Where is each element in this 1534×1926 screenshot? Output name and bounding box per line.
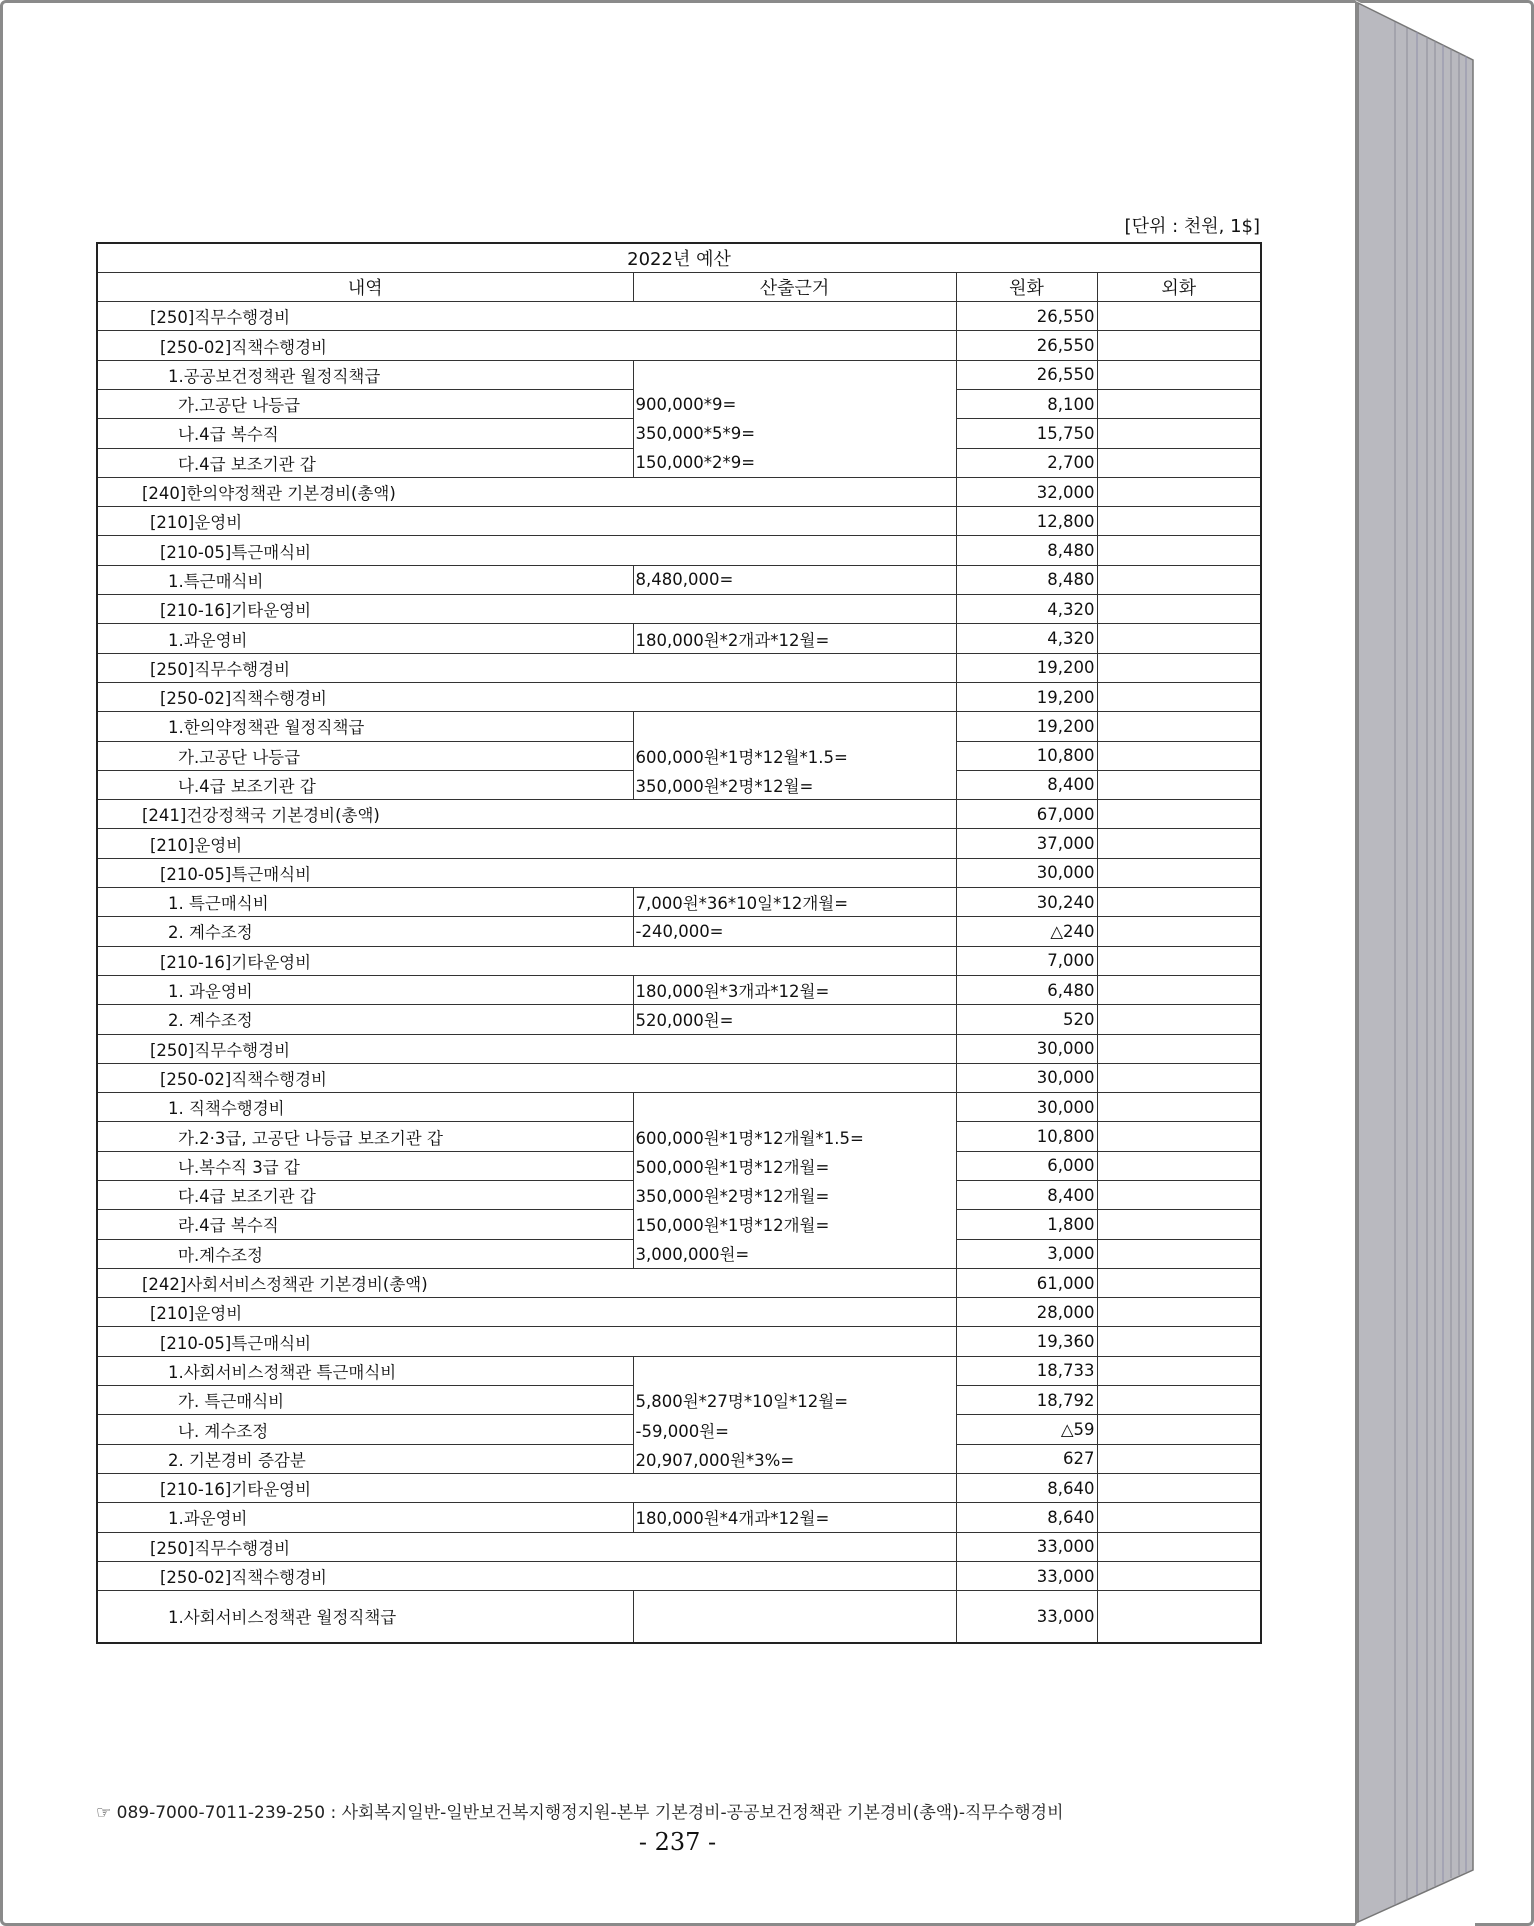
row-basis: 500,000원*1명*12개월= bbox=[633, 1151, 956, 1180]
table-row bbox=[97, 946, 1261, 975]
row-item: [241]건강정책국 기본경비(총액) bbox=[97, 800, 956, 829]
row-basis: 180,000원*3개과*12월= bbox=[633, 975, 956, 1004]
row-krw-amount: 67,000 bbox=[956, 800, 1097, 829]
row-item: 나.4급 보조기관 갑 bbox=[97, 770, 633, 799]
table-row bbox=[97, 1122, 1261, 1151]
table-row bbox=[97, 741, 1261, 770]
row-basis: 180,000원*2개과*12월= bbox=[633, 624, 956, 653]
row-foreign-amount bbox=[1097, 1473, 1261, 1502]
table-row bbox=[97, 1473, 1261, 1502]
table-row bbox=[97, 389, 1261, 418]
row-item: [250]직무수행경비 bbox=[97, 302, 956, 331]
row-basis: 150,000원*1명*12개월= bbox=[633, 1210, 956, 1239]
row-krw-amount: 61,000 bbox=[956, 1268, 1097, 1297]
row-foreign-amount bbox=[1097, 1298, 1261, 1327]
table-title: 2022년 예산 bbox=[97, 243, 1261, 272]
row-item: [210-05]특근매식비 bbox=[97, 1327, 956, 1356]
row-item: [210]운영비 bbox=[97, 1298, 956, 1327]
row-foreign-amount bbox=[1097, 888, 1261, 917]
row-item: [250-02]직책수행경비 bbox=[97, 1063, 956, 1092]
table-row bbox=[97, 419, 1261, 448]
table-row bbox=[97, 1034, 1261, 1063]
row-item: 2. 계수조정 bbox=[97, 917, 633, 946]
table-row bbox=[97, 975, 1261, 1004]
row-foreign-amount bbox=[1097, 1532, 1261, 1561]
row-basis: 600,000원*1명*12개월*1.5= bbox=[633, 1122, 956, 1151]
header-item: 내역 bbox=[97, 272, 633, 301]
row-basis: 5,800원*27명*10일*12월= bbox=[633, 1386, 956, 1415]
table-row bbox=[97, 1210, 1261, 1239]
row-item: [210]운영비 bbox=[97, 829, 956, 858]
row-item: 라.4급 복수직 bbox=[97, 1210, 633, 1239]
row-basis: -240,000= bbox=[633, 917, 956, 946]
table-row bbox=[97, 1327, 1261, 1356]
row-foreign-amount bbox=[1097, 595, 1261, 624]
row-foreign-amount bbox=[1097, 1386, 1261, 1415]
table-row bbox=[97, 448, 1261, 477]
row-krw-amount: 8,640 bbox=[956, 1473, 1097, 1502]
row-item: [210-16]기타운영비 bbox=[97, 1473, 956, 1502]
row-item: [250-02]직책수행경비 bbox=[97, 1561, 956, 1590]
table-row bbox=[97, 1298, 1261, 1327]
row-foreign-amount bbox=[1097, 1093, 1261, 1122]
row-basis: 350,000원*2명*12월= bbox=[633, 770, 956, 799]
row-item: 1. 과운영비 bbox=[97, 975, 633, 1004]
table-row bbox=[97, 624, 1261, 653]
row-krw-amount: 15,750 bbox=[956, 419, 1097, 448]
table-row bbox=[97, 1386, 1261, 1415]
row-item: [210-05]특근매식비 bbox=[97, 858, 956, 887]
table-row bbox=[97, 682, 1261, 711]
row-krw-amount: 3,000 bbox=[956, 1239, 1097, 1268]
row-krw-amount: 26,550 bbox=[956, 331, 1097, 360]
table-row bbox=[97, 1239, 1261, 1268]
table-row bbox=[97, 565, 1261, 594]
row-foreign-amount bbox=[1097, 1239, 1261, 1268]
row-basis bbox=[633, 1093, 956, 1122]
row-krw-amount: 627 bbox=[956, 1444, 1097, 1473]
row-foreign-amount bbox=[1097, 1327, 1261, 1356]
table-row bbox=[97, 712, 1261, 741]
row-foreign-amount bbox=[1097, 975, 1261, 1004]
unit-label: [단위 : 천원, 1$] bbox=[1124, 216, 1260, 237]
row-foreign-amount bbox=[1097, 1005, 1261, 1034]
row-basis: 520,000원= bbox=[633, 1005, 956, 1034]
row-basis: 180,000원*4개과*12월= bbox=[633, 1503, 956, 1532]
row-krw-amount: 1,800 bbox=[956, 1210, 1097, 1239]
row-krw-amount: 30,000 bbox=[956, 1063, 1097, 1092]
row-item: 1. 특근매식비 bbox=[97, 888, 633, 917]
header-krw: 원화 bbox=[956, 272, 1097, 301]
row-item: 나.복수직 3급 갑 bbox=[97, 1151, 633, 1180]
table-row bbox=[97, 1444, 1261, 1473]
row-basis: -59,000원= bbox=[633, 1415, 956, 1444]
table-row bbox=[97, 1591, 1261, 1643]
table-row bbox=[97, 331, 1261, 360]
table-row bbox=[97, 1151, 1261, 1180]
row-item: 나.4급 복수직 bbox=[97, 419, 633, 448]
table-row bbox=[97, 858, 1261, 887]
row-item: [210-16]기타운영비 bbox=[97, 595, 956, 624]
table-row bbox=[97, 1181, 1261, 1210]
row-item: 1.특근매식비 bbox=[97, 565, 633, 594]
row-basis: 150,000*2*9= bbox=[633, 448, 956, 477]
row-item: 가.고공단 나등급 bbox=[97, 741, 633, 770]
table-row bbox=[97, 360, 1261, 389]
table-row bbox=[97, 917, 1261, 946]
row-krw-amount: 30,000 bbox=[956, 858, 1097, 887]
row-krw-amount: 33,000 bbox=[956, 1591, 1097, 1643]
row-foreign-amount bbox=[1097, 565, 1261, 594]
row-krw-amount: 8,400 bbox=[956, 770, 1097, 799]
row-item: [250]직무수행경비 bbox=[97, 653, 956, 682]
row-item: [250-02]직책수행경비 bbox=[97, 331, 956, 360]
table-row bbox=[97, 888, 1261, 917]
table-row bbox=[97, 770, 1261, 799]
table-row bbox=[97, 1503, 1261, 1532]
row-krw-amount: △59 bbox=[956, 1415, 1097, 1444]
row-basis: 350,000원*2명*12개월= bbox=[633, 1181, 956, 1210]
table-row bbox=[97, 302, 1261, 331]
row-foreign-amount bbox=[1097, 1503, 1261, 1532]
row-item: [240]한의약정책관 기본경비(총액) bbox=[97, 477, 956, 506]
row-krw-amount: 520 bbox=[956, 1005, 1097, 1034]
row-krw-amount: 8,480 bbox=[956, 565, 1097, 594]
row-basis: 600,000원*1명*12월*1.5= bbox=[633, 741, 956, 770]
row-krw-amount: 26,550 bbox=[956, 302, 1097, 331]
row-item: 마.계수조정 bbox=[97, 1239, 633, 1268]
row-foreign-amount bbox=[1097, 477, 1261, 506]
row-basis bbox=[633, 712, 956, 741]
row-krw-amount: 28,000 bbox=[956, 1298, 1097, 1327]
row-foreign-amount bbox=[1097, 800, 1261, 829]
table-row bbox=[97, 653, 1261, 682]
row-item: 1.공공보건정책관 월정직책급 bbox=[97, 360, 633, 389]
row-basis: 8,480,000= bbox=[633, 565, 956, 594]
row-krw-amount: 33,000 bbox=[956, 1561, 1097, 1590]
row-basis: 7,000원*36*10일*12개월= bbox=[633, 888, 956, 917]
table-row bbox=[97, 1093, 1261, 1122]
header-basis: 산출근거 bbox=[633, 272, 956, 301]
row-krw-amount: 2,700 bbox=[956, 448, 1097, 477]
row-item: 2. 기본경비 증감분 bbox=[97, 1444, 633, 1473]
row-krw-amount: 19,200 bbox=[956, 712, 1097, 741]
row-foreign-amount bbox=[1097, 1561, 1261, 1590]
row-item: 1.사회서비스정책관 특근매식비 bbox=[97, 1356, 633, 1385]
row-item: 가. 특근매식비 bbox=[97, 1386, 633, 1415]
row-basis bbox=[633, 1356, 956, 1385]
row-krw-amount: 10,800 bbox=[956, 741, 1097, 770]
row-krw-amount: 8,480 bbox=[956, 536, 1097, 565]
table-row bbox=[97, 507, 1261, 536]
row-krw-amount: 19,200 bbox=[956, 682, 1097, 711]
row-krw-amount: 4,320 bbox=[956, 624, 1097, 653]
row-foreign-amount bbox=[1097, 1063, 1261, 1092]
row-foreign-amount bbox=[1097, 741, 1261, 770]
row-item: [250-02]직책수행경비 bbox=[97, 682, 956, 711]
budget-table-body bbox=[97, 302, 1261, 1643]
table-row bbox=[97, 1415, 1261, 1444]
row-krw-amount: 8,100 bbox=[956, 389, 1097, 418]
row-foreign-amount bbox=[1097, 1268, 1261, 1297]
row-krw-amount: 30,000 bbox=[956, 1034, 1097, 1063]
row-krw-amount: 6,480 bbox=[956, 975, 1097, 1004]
row-foreign-amount bbox=[1097, 389, 1261, 418]
table-row bbox=[97, 1005, 1261, 1034]
row-basis: 20,907,000원*3%= bbox=[633, 1444, 956, 1473]
row-krw-amount: 6,000 bbox=[956, 1151, 1097, 1180]
row-krw-amount: 26,550 bbox=[956, 360, 1097, 389]
row-foreign-amount bbox=[1097, 1181, 1261, 1210]
row-foreign-amount bbox=[1097, 712, 1261, 741]
table-row bbox=[97, 536, 1261, 565]
row-krw-amount: 19,200 bbox=[956, 653, 1097, 682]
row-foreign-amount bbox=[1097, 1591, 1261, 1643]
row-krw-amount: 7,000 bbox=[956, 946, 1097, 975]
row-item: [250]직무수행경비 bbox=[97, 1532, 956, 1561]
row-krw-amount: 32,000 bbox=[956, 477, 1097, 506]
table-row bbox=[97, 1561, 1261, 1590]
row-krw-amount: 8,640 bbox=[956, 1503, 1097, 1532]
row-krw-amount: 30,000 bbox=[956, 1093, 1097, 1122]
row-krw-amount: 8,400 bbox=[956, 1181, 1097, 1210]
row-item: 2. 계수조정 bbox=[97, 1005, 633, 1034]
row-foreign-amount bbox=[1097, 536, 1261, 565]
row-item: 1.과운영비 bbox=[97, 624, 633, 653]
row-item: 1. 직책수행경비 bbox=[97, 1093, 633, 1122]
footnote: ☞ 089-7000-7011-239-250 : 사회복지일반-일반보건복지행정지원-본부 기본경비-공공보건정책관 기본경비(총액)-직무수행경비 bbox=[96, 1803, 1064, 1823]
table-row bbox=[97, 1532, 1261, 1561]
row-item: 나. 계수조정 bbox=[97, 1415, 633, 1444]
row-foreign-amount bbox=[1097, 448, 1261, 477]
row-foreign-amount bbox=[1097, 829, 1261, 858]
row-krw-amount: 37,000 bbox=[956, 829, 1097, 858]
row-foreign-amount bbox=[1097, 682, 1261, 711]
row-item: [210]운영비 bbox=[97, 507, 956, 536]
row-foreign-amount bbox=[1097, 1210, 1261, 1239]
row-item: 다.4급 보조기관 갑 bbox=[97, 448, 633, 477]
row-basis: 350,000*5*9= bbox=[633, 419, 956, 448]
row-foreign-amount bbox=[1097, 302, 1261, 331]
table-row bbox=[97, 829, 1261, 858]
row-basis: 900,000*9= bbox=[633, 389, 956, 418]
header-foreign: 외화 bbox=[1097, 272, 1261, 301]
row-foreign-amount bbox=[1097, 419, 1261, 448]
table-row bbox=[97, 1268, 1261, 1297]
row-item: 1.사회서비스정책관 월정직책급 bbox=[97, 1591, 633, 1643]
table-row bbox=[97, 1063, 1261, 1092]
row-foreign-amount bbox=[1097, 946, 1261, 975]
row-foreign-amount bbox=[1097, 917, 1261, 946]
table-row bbox=[97, 800, 1261, 829]
row-krw-amount: △240 bbox=[956, 917, 1097, 946]
row-krw-amount: 12,800 bbox=[956, 507, 1097, 536]
row-krw-amount: 33,000 bbox=[956, 1532, 1097, 1561]
row-krw-amount: 18,792 bbox=[956, 1386, 1097, 1415]
row-item: [210-05]특근매식비 bbox=[97, 536, 956, 565]
row-krw-amount: 4,320 bbox=[956, 595, 1097, 624]
row-item: 가.고공단 나등급 bbox=[97, 389, 633, 418]
row-item: [242]사회서비스정책관 기본경비(총액) bbox=[97, 1268, 956, 1297]
row-item: 다.4급 보조기관 갑 bbox=[97, 1181, 633, 1210]
row-foreign-amount bbox=[1097, 858, 1261, 887]
row-foreign-amount bbox=[1097, 1444, 1261, 1473]
table-row bbox=[97, 477, 1261, 506]
table-row bbox=[97, 1356, 1261, 1385]
row-item: 가.2·3급, 고공단 나등급 보조기관 갑 bbox=[97, 1122, 633, 1151]
row-foreign-amount bbox=[1097, 507, 1261, 536]
row-krw-amount: 18,733 bbox=[956, 1356, 1097, 1385]
row-foreign-amount bbox=[1097, 331, 1261, 360]
row-foreign-amount bbox=[1097, 1034, 1261, 1063]
row-basis bbox=[633, 360, 956, 389]
row-item: [210-16]기타운영비 bbox=[97, 946, 956, 975]
page-number: - 237 - bbox=[638, 1828, 717, 1856]
row-basis: 3,000,000원= bbox=[633, 1239, 956, 1268]
row-krw-amount: 19,360 bbox=[956, 1327, 1097, 1356]
budget-table bbox=[96, 242, 1262, 1644]
row-foreign-amount bbox=[1097, 770, 1261, 799]
row-foreign-amount bbox=[1097, 624, 1261, 653]
row-item: 1.한의약정책관 월정직책급 bbox=[97, 712, 633, 741]
row-foreign-amount bbox=[1097, 1151, 1261, 1180]
row-krw-amount: 10,800 bbox=[956, 1122, 1097, 1151]
page-stack-edge bbox=[1355, 0, 1475, 1926]
row-basis bbox=[633, 1591, 956, 1643]
table-row bbox=[97, 595, 1261, 624]
row-foreign-amount bbox=[1097, 1415, 1261, 1444]
row-krw-amount: 30,240 bbox=[956, 888, 1097, 917]
row-item: 1.과운영비 bbox=[97, 1503, 633, 1532]
row-foreign-amount bbox=[1097, 1356, 1261, 1385]
row-foreign-amount bbox=[1097, 1122, 1261, 1151]
row-foreign-amount bbox=[1097, 653, 1261, 682]
row-item: [250]직무수행경비 bbox=[97, 1034, 956, 1063]
row-foreign-amount bbox=[1097, 360, 1261, 389]
